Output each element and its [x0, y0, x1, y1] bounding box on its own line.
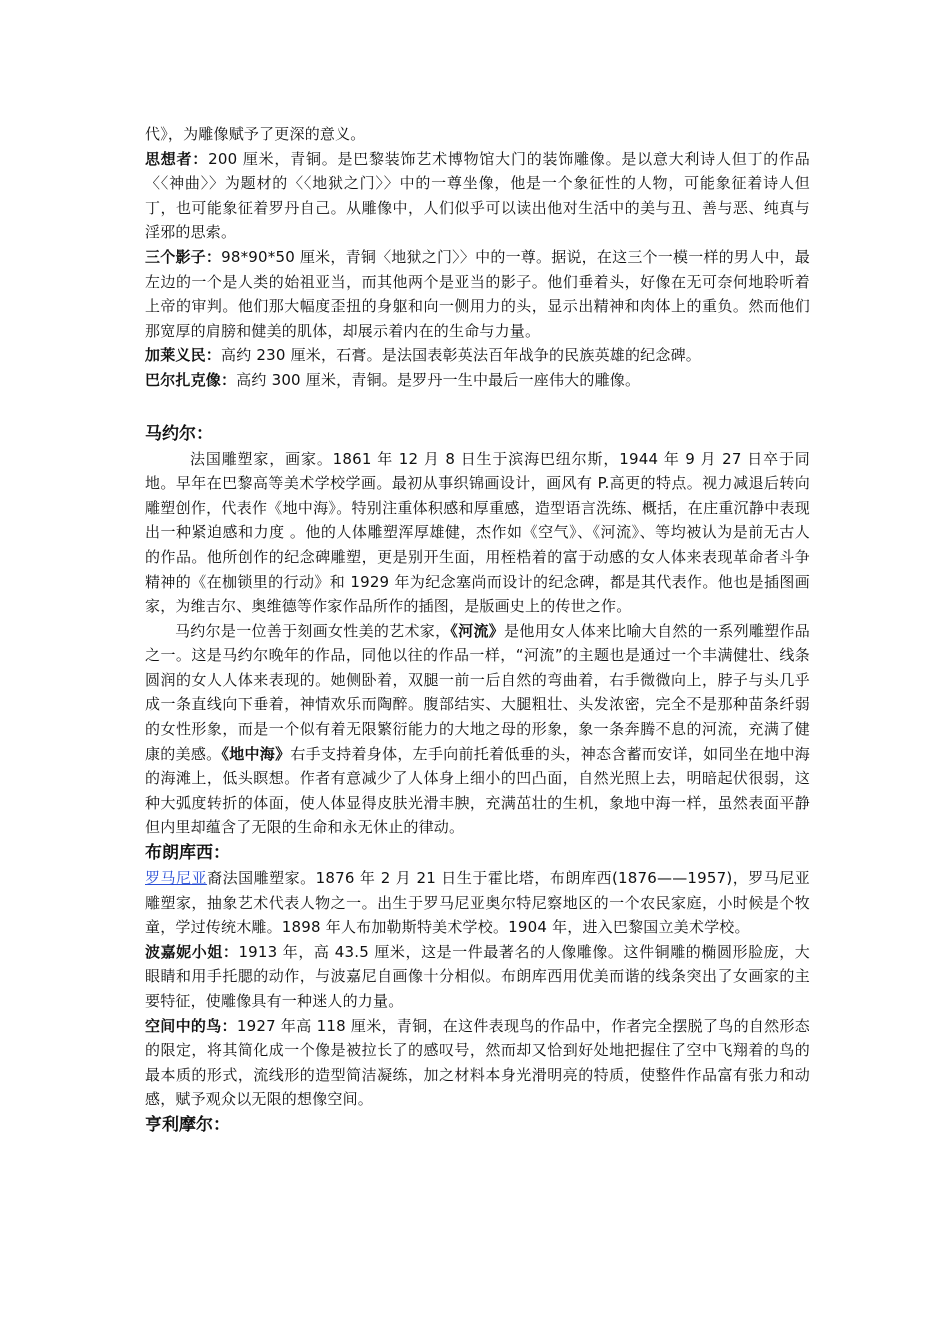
maillol-bio: 法国雕塑家，画家。1861 年 12 月 8 日生于滨海巴纽尔斯，1944 年 9 月 27 日卒于同地。早年在巴黎高等美术学校学画。最初从事织锦画设计，画风有 P.高更的特点。视力减退后转向雕塑创作，代表作《地中海》。特别注重体积感和厚重感，造型语言洗练、概括，在庄重沉静中表现出一种紧迫感和力度 。他的人体雕塑浑厚雄健，杰作如《空气》、《河流》、等均被认为是前无古人的作品。他所创作的纪念碑雕塑，更是别开生面，用桎梏着的富于动感的女人体来表现革命者斗争精神的《在枷锁里的行动》和 1929 年为纪念塞尚而设计的纪念碑，都是其代表作。他也是插图画家，为维吉尔、奥维德等作家作品所作的插图，是版画史上的传世之作。 [145, 449, 810, 616]
work-thinker [145, 147, 810, 245]
maillol-works [145, 619, 810, 840]
work-text: 98*90*50 厘米，青铜〈地狱之门〉〉中的一尊。据说，在这三个一模一样的男人中，最左边的一个是人类的始祖亚当，而其他两个是亚当的影子。他们垂着头，好像在无可奈何地聆听着上帝的审判。他们那大幅度歪扭的身躯和向一侧用力的头，显示出精神和肉体上的重负。然而他们那宽厚的肩膀和健美的肌体，却展示着内在的生命与力量。 [145, 247, 810, 340]
work-three-shades [145, 245, 810, 343]
work-text: 1913 年，高 43.5 厘米，这是一件最著名的人像雕像。这件铜雕的椭圆形脸庞，大眼睛和用手托腮的动作，与波嘉尼自画像十分相似。布朗库西用优美而谐的线条突出了女画家的主要特征，使雕像具有一种迷人的力量。 [145, 942, 810, 1010]
work-title: 空间中的鸟： [145, 1016, 237, 1035]
work-burghers [145, 343, 810, 368]
work-text: 1927 年高 118 厘米，青铜，在这件表现鸟的作品中，作者完全摆脱了鸟的自然形态的限定，将其简化成一个像是被拉长了的感叹号，然而却又恰到好处地把握住了空中飞翔着的鸟的最本质的形式，流线形的造型简洁凝练，加之材料本身光滑明亮的特质，使整件作品富有张力和动感，赋予观众以无限的想像空间。 [145, 1016, 810, 1109]
section-heading-moore: 亨利摩尔： [145, 1114, 230, 1135]
work-title: 《河流》 [450, 621, 505, 640]
work-title: 《地中海》 [221, 744, 291, 763]
brancusi-bio [145, 866, 810, 940]
paragraph-continuation: 代》，为雕像赋予了更深的意义。 [145, 125, 366, 143]
work-title: 波嘉妮小姐： [145, 942, 239, 961]
section-heading-maillol: 马约尔： [145, 423, 213, 444]
work-text: 200 厘米，青铜。是巴黎装饰艺术博物馆大门的装饰雕像。是以意大利诗人但丁的作品〈〈神曲〉〉为题材的〈〈地狱之门〉〉中的一尊坐像，他是一个象征性的人物，可能象征着诗人但丁，也可能象征着罗丹自己。从雕像中，人们似乎可以读出他对生活中的美与丑、善与恶、纯真与淫邪的思索。 [145, 149, 810, 242]
work-text: 高约 300 厘米，青铜。是罗丹一生中最后一座伟大的雕像。 [236, 370, 641, 389]
work-pogany [145, 940, 810, 1014]
work-title: 思想者： [145, 149, 209, 168]
text-run: 马约尔是一位善于刻画女性美的艺术家， [175, 621, 451, 640]
text-run: 是他用女人体来比喻大自然的一系列雕塑作品之一。这是马约尔晚年的作品，同他以往的作品一样，“河流”的主题也是通过一个丰满健壮、线条圆润的女人人体来表现的。她侧卧着，双腿一前一后自然的弯曲着，右手微微向上，脖子与头几乎成一条直线向下垂着，神情欢乐而陶醉。腹部结实、大腿粗壮、头发浓密，完全不是那种苗条纤弱的女性形象，而是一个似有着无限繁衍能力的大地之母的形象，象一条奔腾不息的河流，充满了健康的美感。 [145, 621, 810, 763]
section-heading-brancusi: 布朗库西： [145, 843, 230, 864]
work-bird-in-space [145, 1014, 810, 1112]
text-run: 裔法国雕塑家。1876 年 2 月 21 日生于霍比塔，布朗库西(1876——1957)，罗马尼亚雕塑家，抽象艺术代表人物之一。出生于罗马尼亚奥尔特尼察地区的一个农民家庭，小时候是个牧童，学过传统木雕。1898 年人布加勒斯特美术学校。1904 年，进入巴黎国立美术学校。 [145, 869, 810, 937]
text-run: 右手支持着身体，左手向前托着低垂的头，神态含蓄而安详，如同坐在地中海的海滩上，低头瞑想。作者有意减少了人体身上细小的凹凸面，自然光照上去，明暗起伏很弱，这种大弧度转折的体面，使人体显得皮肤光滑丰腴，充满茁壮的生机，象地中海一样，虽然表面平静但内里却蕴含了无限的生命和永无休止的律动。 [145, 744, 810, 837]
work-title: 加莱义民： [145, 346, 222, 365]
romania-link[interactable]: 罗马尼亚 [145, 869, 208, 888]
work-text: 高约 230 厘米，石膏。是法国表彰英法百年战争的民族英雄的纪念碑。 [221, 346, 701, 365]
work-title: 巴尔扎克像： [145, 370, 237, 389]
work-balzac [145, 368, 810, 393]
work-title: 三个影子： [145, 247, 222, 266]
document-page [145, 122, 810, 1138]
